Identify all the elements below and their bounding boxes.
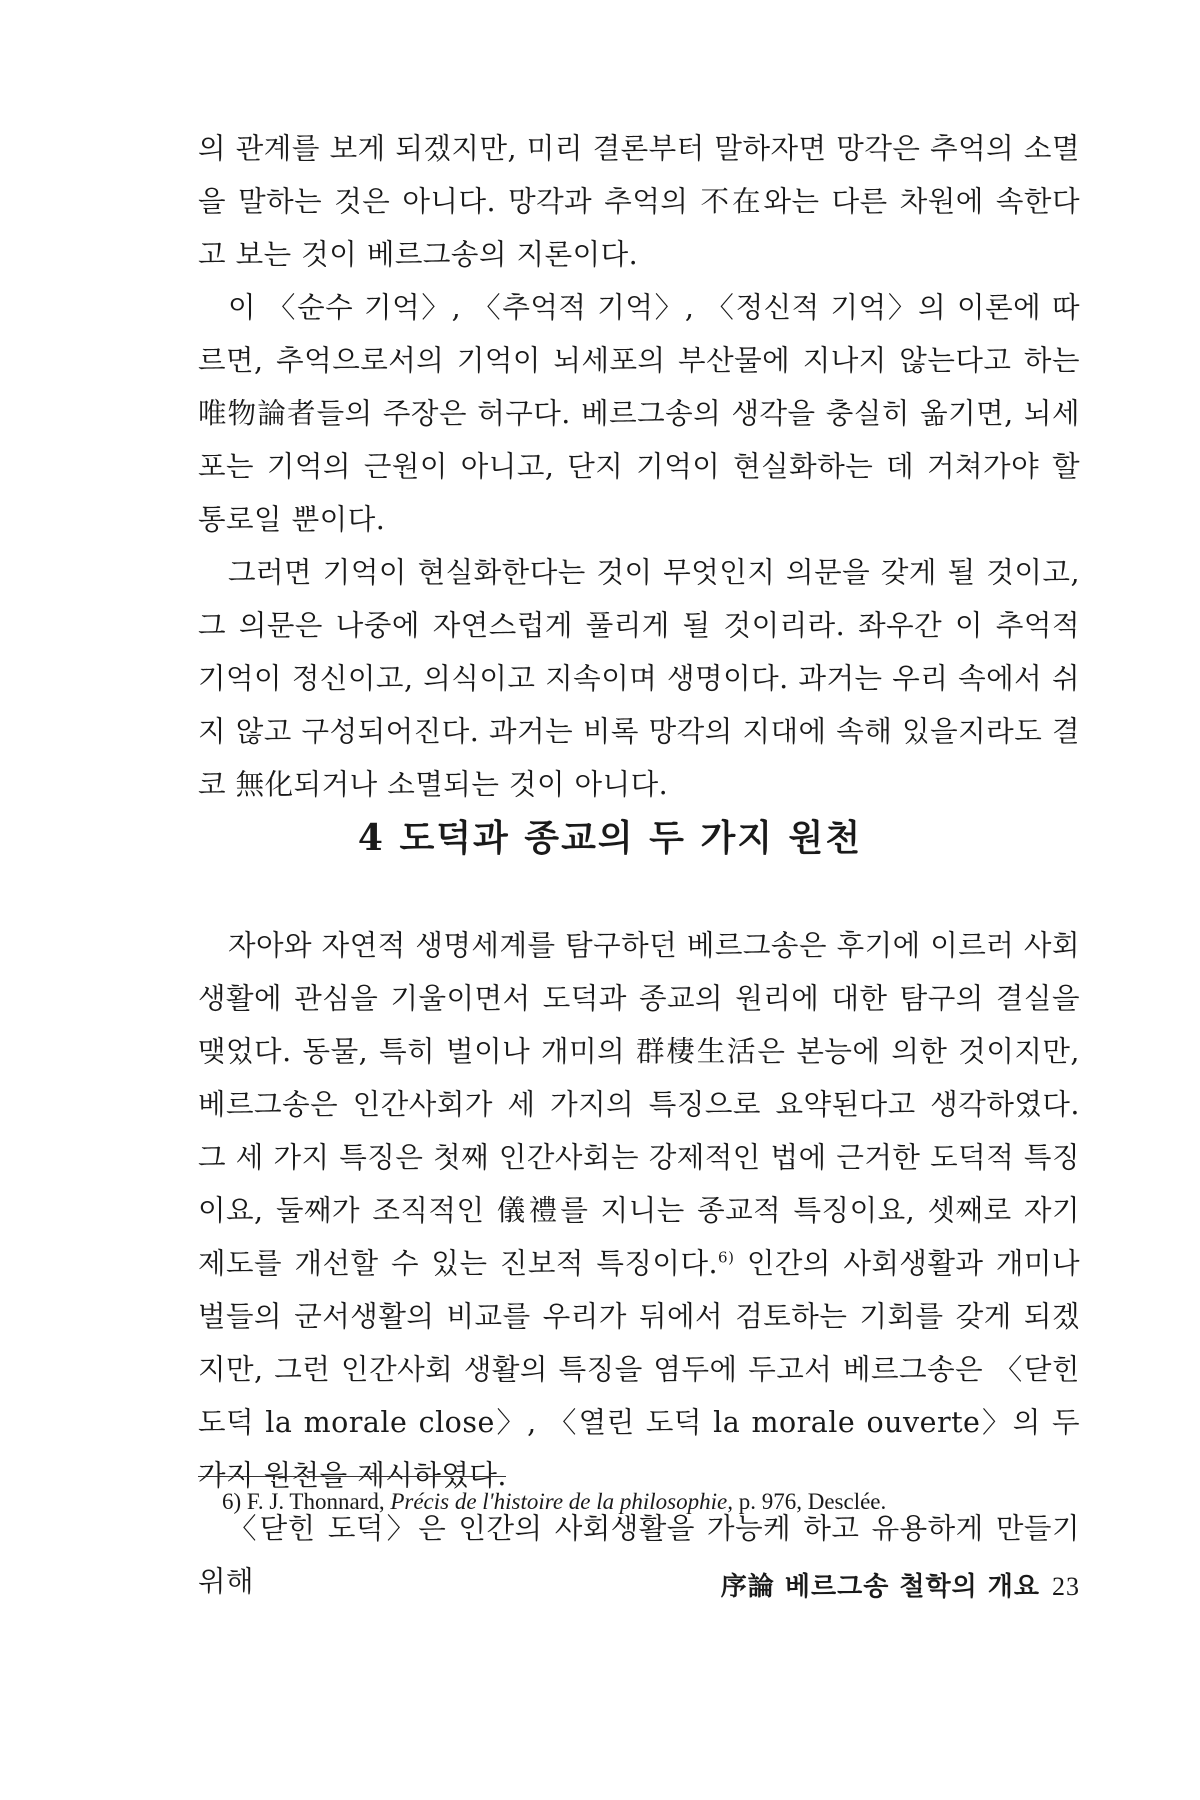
paragraph: 그러면 기억이 현실화한다는 것이 무엇인지 의문을 갖게 될 것이고, 그 의문은 나중에 자연스럽게 풀리게 될 것이리라. 좌우간 이 추억적 기억이 정신이고, 의식이고 지속이며 생명이다. 과거는 우리 속에서 쉬지 않고 구성되어진다. 과거는 비록 망각의 지대에 속해 있을지라도 결코 無化되거나 소멸되는 것이 아니다. <box>198 556 1080 801</box>
body-text-top <box>198 122 1080 811</box>
footnote <box>222 1489 886 1515</box>
paragraph: 의 관계를 보게 되겠지만, 미리 결론부터 말하자면 망각은 추억의 소멸을 말하는 것은 아니다. 망각과 추억의 不在와는 다른 차원에 속한다고 보는 것이 베르그송의 지론이다. <box>198 132 1080 271</box>
paragraph: 〈닫힌 도덕〉은 인간의 사회생활을 가능케 하고 유용하게 만들기 위해 <box>198 1512 1080 1598</box>
running-title: 序論 베르그송 철학의 개요 <box>720 1572 1040 1602</box>
footnote-author: F. J. Thonnard, <box>246 1489 385 1514</box>
footnote-number: 6) <box>222 1489 242 1514</box>
footnote-divider <box>198 1476 506 1477</box>
section-heading: 4 도덕과 종교의 두 가지 원천 <box>357 817 863 859</box>
footnote-reference: 6) <box>718 1248 735 1267</box>
footnote-title: Précis de l'histoire de la philosophie, <box>390 1489 733 1514</box>
paragraph <box>198 919 1080 1502</box>
page-number: 23 <box>1052 1572 1080 1601</box>
paragraph: 이 〈순수 기억〉, 〈추억적 기억〉, 〈정신적 기억〉의 이론에 따르면, 추억으로서의 기억이 뇌세포의 부산물에 지나지 않는다고 하는 唯物論者들의 주장은 허구다. 베르그송의 생각을 충실히 옮기면, 뇌세포는 기억의 근원이 아니고, 단지 기억이 현실화하는 데 거쳐가야 할 통로일 뿐이다. <box>198 291 1080 536</box>
paragraph-text: 자아와 자연적 생명세계를 탐구하던 베르그송은 후기에 이르러 사회생활에 관심을 기울이면서 도덕과 종교의 원리에 대한 탐구의 결실을 맺었다. 동물, 특히 벌이나 개미의 群棲生活은 본능에 의한 것이지만, 베르그송은 인간사회가 세 가지의 특징으로 요약된다고 생각하였다. 그 세 가지 특징은 첫째 인간사회는 강제적인 법에 근거한 도덕적 특징이요, 둘째가 조직적인 儀禮를 지니는 종교적 특징이요, 셋째로 자기 제도를 개선할 수 있는 진보적 특징이다. <box>198 929 1080 1280</box>
footnote-details: p. 976, Desclée. <box>738 1489 887 1514</box>
paragraph-text: 인간의 사회생활과 개미나 벌들의 군서생활의 비교를 우리가 뒤에서 검토하는 기회를 갖게 되겠지만, 그런 인간사회 생활의 특징을 염두에 두고서 베르그송은 〈닫힌 도덕 la morale close〉, 〈열린 도덕 la morale ouverte〉의 두 가지 원천을 제시하였다. <box>198 1247 1080 1492</box>
running-footer <box>721 1566 1080 1603</box>
